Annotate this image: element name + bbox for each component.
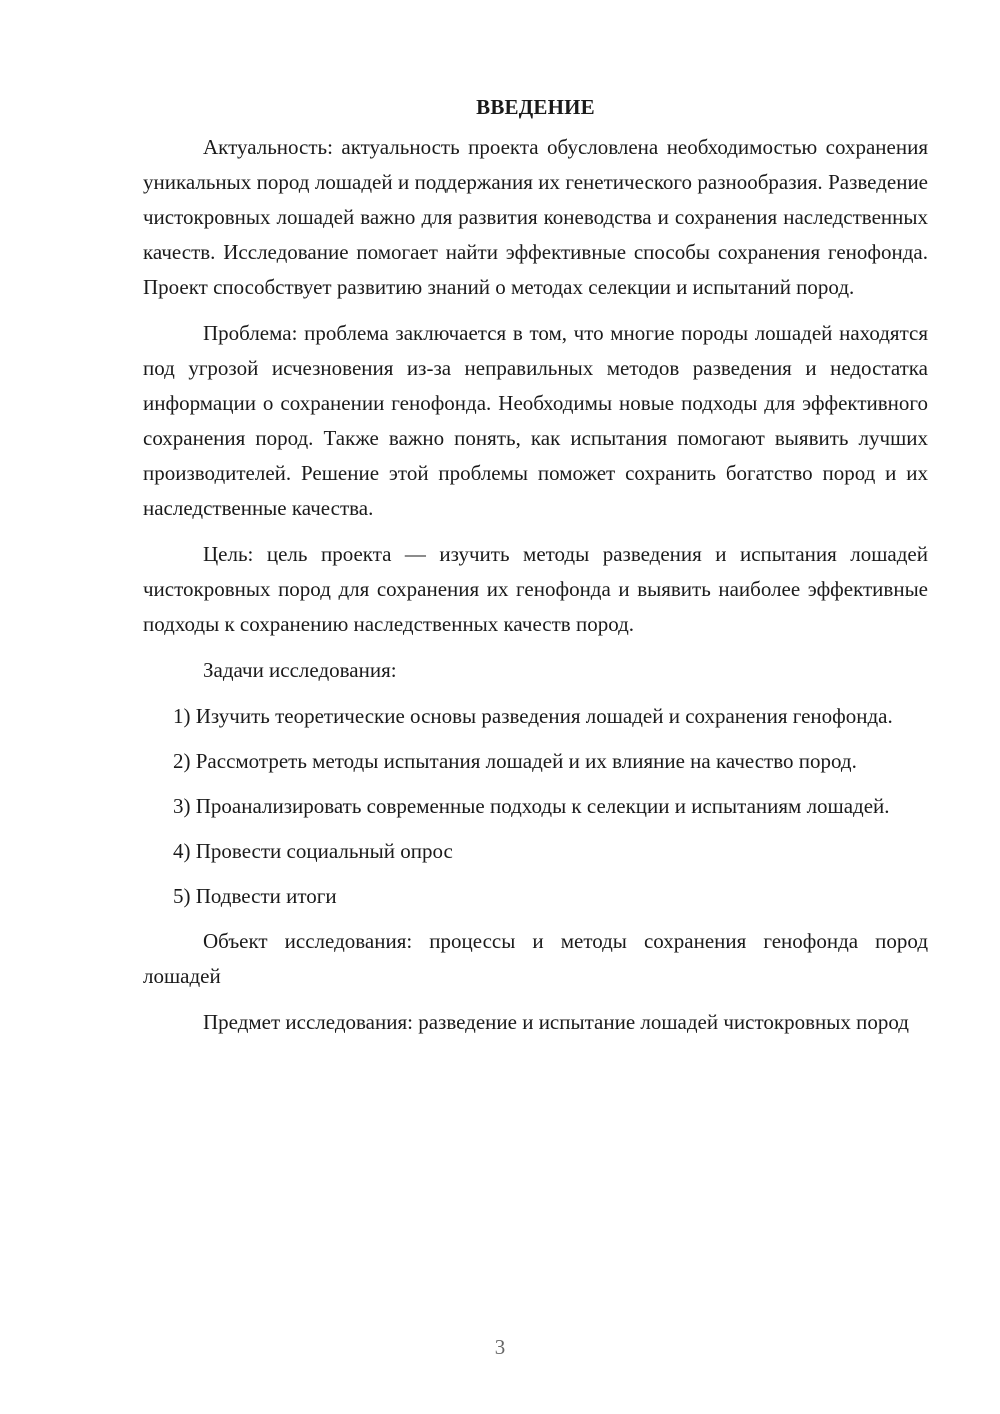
object-paragraph: Объект исследования: процессы и методы сохранения генофонда пород лошадей: [143, 929, 928, 988]
list-item: 4) Провести социальный опрос: [173, 839, 453, 863]
list-item: 3) Проанализировать современные подходы к селекции и испытаниям лошадей.: [173, 794, 890, 818]
subject-paragraph: Предмет исследования: разведение и испытание лошадей чистокровных пород: [203, 1010, 909, 1034]
list-item: 5) Подвести итоги: [173, 884, 337, 908]
problem-paragraph: Проблема: проблема заключается в том, что многие породы лошадей находятся под угрозой исчезновения из-за неправильных методов разведения и недостатка информации о сохранении генофонда. Необходимы новые подходы для эффективного сохранения пород. Также важно понять, как испытания помогают выявить лучших производителей. Решение этой проблемы поможет сохранить богатство пород и их наследственные качества.: [143, 321, 928, 520]
list-item: 1) Изучить теоретические основы разведения лошадей и сохранения генофонда.: [173, 704, 893, 728]
relevance-paragraph: Актуальность: актуальность проекта обусловлена необходимостью сохранения уникальных пород лошадей и поддержания их генетического разнообразия. Разведение чистокровных лошадей важно для развития коневодства и сохранения наследственных качеств. Исследование помогает найти эффективные способы сохранения генофонда. Проект способствует развитию знаний о методах селекции и испытаний пород.: [143, 135, 928, 299]
goal-paragraph: Цель: цель проекта — изучить методы разведения и испытания лошадей чистокровных пород для сохранения их генофонда и выявить наиболее эффективные подходы к сохранению наследственных качеств пород.: [143, 542, 928, 636]
tasks-list: [143, 699, 928, 914]
page-number: 3: [494, 1335, 506, 1359]
list-item: 2) Рассмотреть методы испытания лошадей и их влияние на качество пород.: [173, 749, 857, 773]
section-heading: ВВЕДЕНИЕ: [476, 95, 595, 119]
document-page: [143, 90, 928, 1051]
tasks-title: Задачи исследования:: [203, 658, 397, 682]
